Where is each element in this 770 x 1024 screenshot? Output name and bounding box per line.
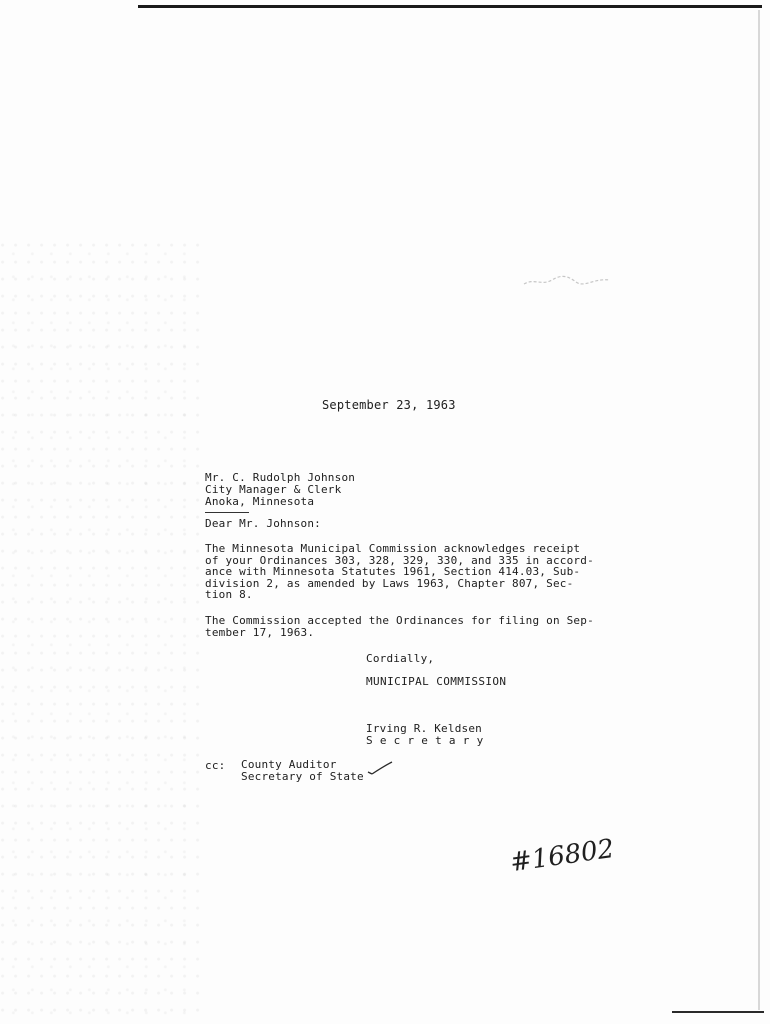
cc-label: cc:	[205, 759, 226, 772]
cc-item: Secretary of State	[241, 770, 364, 783]
salutation: Dear Mr. Johnson:	[205, 517, 321, 530]
cc-item: County Auditor	[241, 758, 337, 771]
cc-list	[241, 759, 364, 783]
faint-scribble-mark	[520, 268, 615, 290]
paragraph-line: tember 17, 1963.	[205, 625, 315, 639]
paragraph-line: of your Ordinances 303, 328, 329, 330, and 335 in accord-	[205, 553, 594, 567]
top-edge-rule	[140, 5, 762, 8]
paragraph-line: The Minnesota Municipal Commission acknowledges receipt	[205, 542, 581, 555]
paragraph-line: tion 8.	[205, 588, 253, 602]
letter-date: September 23, 1963	[322, 398, 456, 412]
paragraph-line: ance with Minnesota Statutes 1961, Section 414.03, Sub-	[205, 565, 581, 579]
recipient-title: City Manager & Clerk	[205, 483, 342, 496]
paragraph-line: division 2, as amended by Laws 1963, Chapter 807, Sec-	[205, 576, 574, 590]
body-paragraph-2	[205, 615, 594, 638]
signer-title: Secretary	[366, 734, 491, 747]
recipient-location: Anoka, Minnesota	[205, 495, 315, 508]
address-underline	[205, 512, 249, 513]
recipient-address-block	[205, 472, 355, 508]
handwritten-file-number: #16802	[508, 833, 616, 879]
right-page-edge	[758, 10, 760, 1010]
body-paragraph-1	[205, 543, 594, 601]
organization-name: MUNICIPAL COMMISSION	[366, 675, 507, 688]
paragraph-line: The Commission accepted the Ordinances for filing on Sep-	[205, 614, 594, 627]
closing: Cordially,	[366, 652, 435, 665]
signer-name: Irving R. Keldsen	[366, 722, 482, 735]
recipient-name: Mr. C. Rudolph Johnson	[205, 471, 356, 484]
scan-noise	[0, 240, 200, 1020]
check-mark-icon	[366, 760, 394, 776]
bottom-edge-rule	[672, 1011, 764, 1013]
